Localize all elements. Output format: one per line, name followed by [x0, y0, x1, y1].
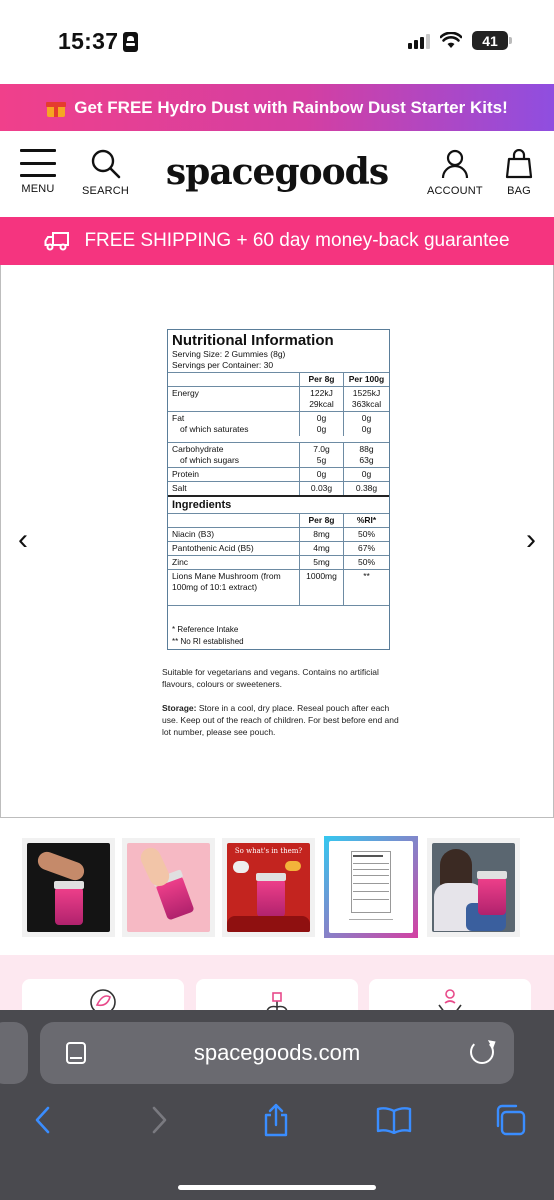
ingredients-title: Ingredients [168, 495, 389, 513]
search-label: SEARCH [82, 185, 130, 197]
sugars-per100: 63g [359, 455, 374, 465]
energy-row [168, 386, 389, 411]
feature-cards [0, 955, 554, 1015]
chevron-right-icon [152, 1106, 168, 1134]
thumbnail-5[interactable] [427, 838, 520, 937]
energy-per8-kcal: 29kcal [309, 399, 334, 409]
nutrition-table [167, 329, 390, 650]
product-image-viewer[interactable] [0, 265, 554, 818]
status-icons [408, 31, 508, 50]
thumbnail-4-image [329, 841, 413, 933]
account-button[interactable] [427, 149, 483, 197]
reload-icon[interactable] [470, 1040, 494, 1064]
tab-options-icon[interactable] [66, 1042, 86, 1064]
pantothenic-label: Pantothenic Acid (B5) [172, 543, 254, 553]
fat-row [168, 411, 389, 442]
protein-label: Protein [172, 469, 199, 479]
battery-level: 41 [482, 32, 498, 49]
energy-per100-kj: 1525kJ [352, 388, 381, 398]
protein-per8: 0g [299, 468, 343, 481]
thumbnail-1-image [27, 843, 110, 932]
carbohydrate-row [168, 442, 389, 467]
storage-instructions: Store in a cool, dry place. Reseal pouch after each use. Keep out of the reach of children. For best before end and lot number, please see pouch. [162, 703, 399, 737]
url-text: spacegoods.com [193, 1040, 361, 1065]
shipping-banner [0, 217, 554, 265]
carb-per100: 88g [359, 444, 374, 454]
saturates-per8: 0g [316, 424, 327, 434]
sugars-label: of which sugars [180, 455, 240, 465]
status-time [58, 28, 138, 55]
previous-tab-preview[interactable] [0, 1022, 28, 1084]
forward-button[interactable] [140, 1100, 180, 1140]
fat-label: Fat [172, 413, 185, 423]
protein-row [168, 467, 389, 481]
ingredients-header-row [168, 513, 389, 527]
site-logo[interactable]: spacegoods [165, 151, 389, 193]
energy-per100-kcal: 363kcal [351, 399, 382, 409]
carb-per8: 7.0g [313, 444, 330, 454]
browser-nav [0, 1100, 554, 1140]
pantothenic-amount: 4mg [299, 542, 343, 555]
servings-per-container: Servings per Container: 30 [172, 360, 274, 370]
home-indicator[interactable] [178, 1185, 376, 1190]
carb-label: Carbohydrate [172, 444, 224, 454]
bookmarks-button[interactable] [374, 1100, 414, 1140]
delivery-truck-icon [44, 231, 70, 251]
bag-icon [505, 149, 533, 179]
pantothenic-row [168, 541, 389, 555]
sugars-per8: 5g [316, 455, 327, 465]
thumbnail-2[interactable] [122, 838, 215, 937]
battery-icon [472, 31, 508, 50]
user-icon [440, 149, 470, 179]
ing-col-per8: Per 8g [299, 514, 343, 527]
nutrition-title: Nutritional Information [172, 332, 334, 349]
site-header [0, 131, 554, 217]
previous-image-button[interactable] [7, 513, 39, 567]
next-image-button[interactable] [515, 513, 547, 567]
zinc-amount: 5mg [299, 556, 343, 569]
storage-label: Storage: [162, 703, 197, 713]
gift-icon [46, 98, 66, 118]
bag-button[interactable] [505, 149, 533, 197]
nutrition-header-row [168, 372, 389, 386]
thumbnail-3-caption: So what's in them? [234, 847, 303, 855]
zinc-label: Zinc [172, 557, 189, 567]
lions-mane-label: Lions Mane Mushroom (from 100mg of 10:1 extract) [172, 571, 281, 592]
nutrition-panel [162, 329, 399, 750]
thumbnail-1[interactable] [22, 838, 115, 937]
lions-mane-ri: ** [343, 570, 389, 605]
col-per100: Per 100g [343, 373, 389, 386]
promo-text: Get FREE Hydro Dust with Rainbow Dust Starter Kits! [74, 97, 508, 117]
thumbnail-strip [0, 836, 554, 942]
promo-banner[interactable] [0, 84, 554, 131]
shipping-text: FREE SHIPPING + 60 day money-back guarantee [84, 230, 510, 251]
storage-text [162, 702, 402, 738]
fat-per8: 0g [316, 413, 327, 423]
wifi-icon [440, 32, 462, 49]
salt-per8: 0.03g [299, 482, 343, 495]
pantothenic-ri: 67% [343, 542, 389, 555]
serving-size: Serving Size: 2 Gummies (8g) [172, 349, 286, 359]
book-icon [376, 1106, 412, 1134]
browser-toolbar [0, 1010, 554, 1200]
lions-mane-row [168, 569, 389, 605]
niacin-row [168, 527, 389, 541]
nutrition-description [162, 666, 402, 738]
note-reference-intake: * Reference Intake [172, 625, 239, 634]
thumbnail-3[interactable] [222, 838, 315, 937]
energy-per8-kj: 122kJ [310, 388, 333, 398]
tabs-button[interactable] [490, 1100, 530, 1140]
niacin-ri: 50% [343, 528, 389, 541]
account-label: ACCOUNT [427, 185, 483, 197]
address-bar[interactable] [40, 1022, 514, 1084]
time-text: 15:37 [58, 28, 119, 54]
chevron-right-icon: › [526, 523, 536, 556]
thumbnail-3-image [227, 843, 310, 932]
col-per8: Per 8g [299, 373, 343, 386]
ing-col-ri: %RI* [343, 514, 389, 527]
chevron-left-icon: ‹ [18, 523, 28, 556]
protein-per100: 0g [343, 468, 389, 481]
energy-label: Energy [172, 388, 199, 398]
menu-label: MENU [21, 183, 55, 195]
salt-label: Salt [172, 483, 187, 493]
zinc-ri: 50% [343, 556, 389, 569]
suitability-text: Suitable for vegetarians and vegans. Contains no artificial flavours, colours or sweeteners. [162, 667, 379, 689]
status-bar [0, 0, 554, 84]
cellular-signal-icon [408, 33, 430, 49]
nutrition-notes [168, 605, 389, 649]
note-no-ri: ** No RI established [172, 637, 244, 646]
contact-card-icon [123, 32, 138, 52]
back-button[interactable] [22, 1100, 62, 1140]
saturates-per100: 0g [361, 424, 372, 434]
lions-mane-amount: 1000mg [299, 570, 343, 605]
salt-row [168, 481, 389, 495]
share-button[interactable] [256, 1100, 296, 1140]
thumbnail-4-selected[interactable] [324, 836, 418, 938]
thumbnail-5-image [432, 843, 515, 932]
tabs-icon [494, 1104, 526, 1136]
chevron-left-icon [34, 1106, 50, 1134]
salt-per100: 0.38g [343, 482, 389, 495]
share-icon [262, 1103, 290, 1137]
fat-per100: 0g [361, 413, 372, 423]
saturates-label: of which saturates [180, 424, 249, 434]
bag-label: BAG [507, 185, 531, 197]
niacin-label: Niacin (B3) [172, 529, 215, 539]
thumbnail-2-image [127, 843, 210, 932]
niacin-amount: 8mg [299, 528, 343, 541]
zinc-row [168, 555, 389, 569]
